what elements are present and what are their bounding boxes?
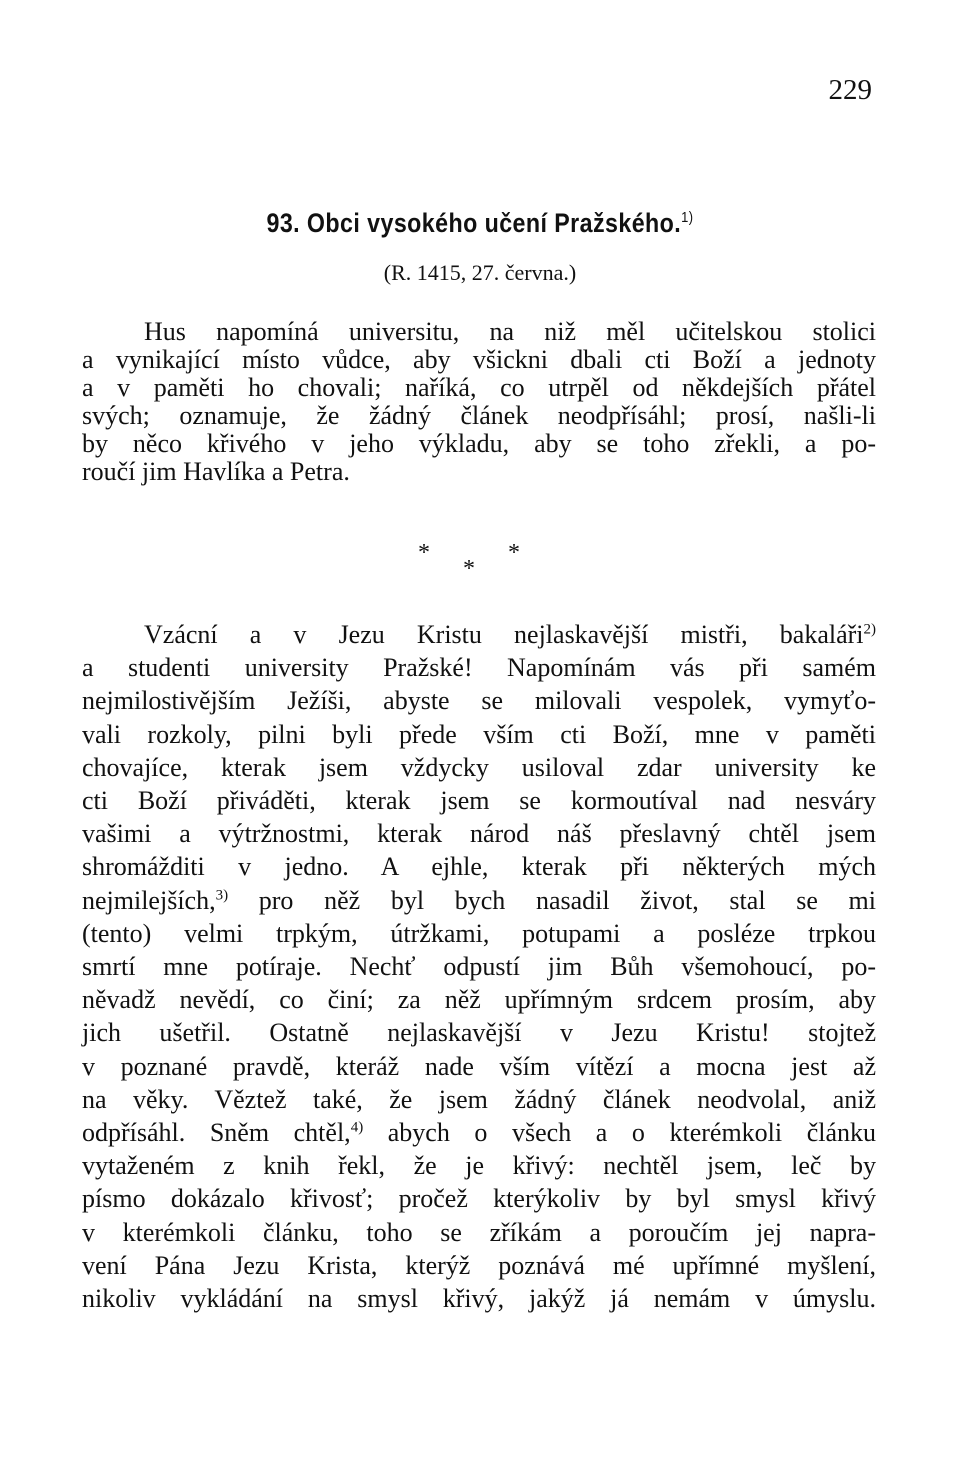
letter-line	[82, 784, 876, 817]
letter-line	[82, 1216, 876, 1249]
letter-line	[82, 1149, 876, 1182]
letter-line-text: nejmilejších,	[82, 885, 216, 915]
separator-asterisk: *	[508, 540, 520, 566]
letter-line-text: jich ušetřil. Ostatně nejlaskavější v Jezu Kristu! stojtež	[82, 1018, 876, 1048]
footnote-mark: 1)	[681, 209, 694, 226]
letter-line-text: něvadž nevědí, co činí; za něž upřímným srdcem prosím, aby	[82, 985, 876, 1015]
letter-line-text: nejmilostivějším Ježíši, abyste se milovali vespolek, vymyťo-	[82, 686, 876, 716]
page-number: 229	[828, 74, 872, 106]
letter-line-text: chovajíce, kterak jsem vždycky usiloval zdar university ke	[82, 752, 876, 782]
letter-line-text: vašimi a výtržnostmi, kterak národ náš přeslavný chtěl jsem	[82, 819, 876, 849]
letter-line	[82, 751, 876, 784]
letter-heading	[67, 208, 893, 239]
letter-line-text: Vzácní a v Jezu Kristu nejlaskavější mistři, bakaláři	[144, 620, 864, 649]
letter-line	[82, 917, 876, 950]
letter-line	[82, 950, 876, 983]
footnote-mark: 2)	[863, 621, 876, 638]
heading-title: 93. Obci vysokého učení Pražského.	[266, 208, 682, 238]
letter-line-text: vali rozkoly, pilni byli přede vším cti Boží, mne v paměti	[82, 719, 876, 749]
letter-line-text: a studenti university Pražské! Napomínám vás při samém	[82, 653, 876, 683]
letter-line-text: odpřísáhl. Sněm chtěl,	[82, 1118, 351, 1148]
letter-line-text: vení Pána Jezu Krista, kterýž poznává mé upřímné myšlení,	[82, 1250, 876, 1280]
letter-line	[82, 1016, 876, 1049]
letter-line-text: cti Boží přiváděti, kterak jsem se kormoutíval nad nesváry	[82, 786, 876, 816]
summary-line: svých; oznamuje, že žádný článek neodpřísáhl; prosí, našli-li	[82, 401, 876, 430]
letter-line	[82, 1182, 876, 1215]
letter-line	[82, 817, 876, 850]
letter-line-text: pro něž byl bych nasadil život, stal se mi	[228, 885, 876, 915]
letter-line	[82, 1083, 876, 1116]
summary-paragraph	[82, 318, 876, 486]
letter-line-text: vytaženém z knih řekl, že je křivý: nechtěl jsem, leč by	[82, 1151, 876, 1181]
section-separator	[0, 540, 960, 580]
letter-line-text: smrtí mne potíraje. Nechť odpustí jim Bůh všemohoucí, po-	[82, 952, 876, 982]
footnote-mark: 3)	[215, 886, 229, 903]
letter-line-text: abych o všech a o kterémkoli článku	[363, 1118, 877, 1148]
letter-line-text: nikoliv vykládání na smysl křivý, jakýž já nemám v úmyslu.	[82, 1284, 876, 1314]
letter-line	[82, 1282, 876, 1315]
letter-line	[82, 983, 876, 1016]
summary-line: by něco křivého v jeho výkladu, aby se toho zřekli, a po-	[82, 429, 876, 458]
summary-line: Hus napomíná universitu, na niž měl učitelskou stolici	[144, 317, 876, 346]
letter-line-text: na věky. Věztež také, že jsem žádný článek neodvolal, aniž	[82, 1084, 876, 1114]
letter-line	[82, 850, 876, 883]
letter-line-text: (tento) velmi trpkým, útržkami, potupami a posléze trpkou	[82, 918, 876, 948]
letter-date: (R. 1415, 27. června.)	[383, 260, 577, 285]
letter-body	[82, 618, 876, 1315]
summary-line: roučí jim Havlíka a Petra.	[82, 457, 350, 486]
letter-line-text: v poznané pravdě, kteráž nade vším vítězí a mocna jest až	[82, 1051, 876, 1081]
letter-line	[82, 884, 876, 917]
letter-line	[82, 1249, 876, 1282]
letter-line-text: písmo dokázalo křivosť; pročež kterýkoliv by byl smysl křivý	[82, 1184, 876, 1214]
separator-asterisk: *	[463, 556, 475, 582]
letter-line	[82, 618, 876, 651]
letter-line	[82, 1050, 876, 1083]
letter-line-text: shromážditi v jedno. A ejhle, kterak při některých mých	[82, 852, 876, 882]
summary-line: a v paměti ho chovali; naříká, co utrpěl od někdejších přátel	[82, 373, 876, 402]
footnote-mark: 4)	[350, 1119, 364, 1136]
separator-asterisk: *	[418, 540, 430, 566]
letter-line-text: v kterémkoli článku, toho se zříkám a poroučím jej napra-	[82, 1217, 876, 1247]
letter-line	[82, 1116, 876, 1149]
letter-line	[82, 651, 876, 684]
letter-line	[82, 718, 876, 751]
letter-line	[82, 684, 876, 717]
summary-line: a vynikající místo vůdce, aby všickni dbali cti Boží a jednoty	[82, 345, 876, 374]
